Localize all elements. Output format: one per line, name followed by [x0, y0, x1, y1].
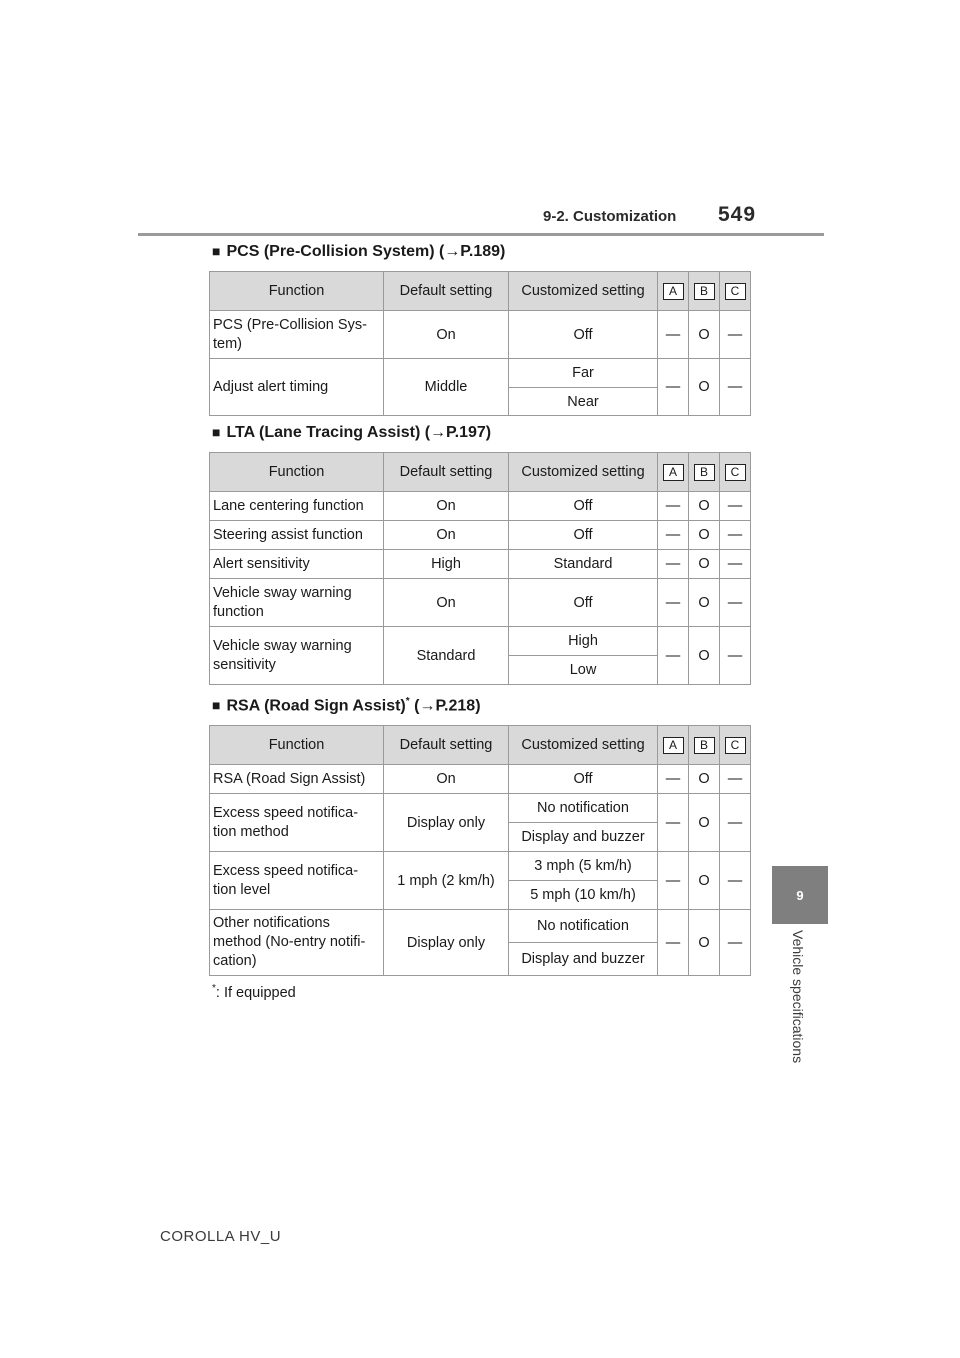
table-row	[210, 359, 751, 388]
b-cell: O	[689, 359, 720, 416]
c-cell: —	[720, 765, 751, 794]
default-cell: Middle	[384, 359, 509, 416]
page-reference-link[interactable]: P.197)	[446, 424, 492, 441]
chapter-label-text: Vehicle specifications	[790, 930, 806, 1064]
b-cell: O	[689, 627, 720, 685]
custom-cell: Display and buzzer	[509, 943, 658, 976]
chapter-label	[790, 930, 810, 1100]
square-bullet-icon: ■	[212, 697, 221, 714]
default-cell: Display only	[384, 910, 509, 976]
function-cell: Adjust alert timing	[210, 359, 384, 416]
default-cell: 1 mph (2 km/h)	[384, 852, 509, 910]
default-cell: On	[384, 311, 509, 359]
default-cell: High	[384, 550, 509, 579]
section-title-text: LTA (Lane Tracing Assist) (	[226, 424, 431, 441]
function-cell: Excess speed notifica-tion method	[210, 794, 384, 852]
table-row	[210, 794, 751, 823]
a-cell: —	[658, 852, 689, 910]
c-cell: —	[720, 627, 751, 685]
custom-cell: Standard	[509, 550, 658, 579]
function-cell: Excess speed notifica-tion level	[210, 852, 384, 910]
b-cell: O	[689, 521, 720, 550]
default-cell: Display only	[384, 794, 509, 852]
b-cell: O	[689, 852, 720, 910]
a-cell: —	[658, 579, 689, 627]
function-cell: Vehicle sway warning function	[210, 579, 384, 627]
function-cell: Alert sensitivity	[210, 550, 384, 579]
function-cell: Lane centering function	[210, 492, 384, 521]
table-row	[210, 852, 751, 881]
page-reference-link[interactable]: P.218)	[435, 697, 481, 715]
table-row	[210, 550, 751, 579]
c-cell: —	[720, 359, 751, 416]
default-header: Default setting	[384, 272, 509, 311]
table-row	[210, 765, 751, 794]
c-cell: —	[720, 579, 751, 627]
a-cell: —	[658, 492, 689, 521]
arrow-right-icon: →	[419, 697, 436, 715]
b-cell: O	[689, 550, 720, 579]
letter-b-icon: B	[694, 464, 715, 481]
table-header-row	[210, 726, 751, 765]
custom-cell: Off	[509, 492, 658, 521]
table-row	[210, 311, 751, 359]
custom-cell: Far	[509, 359, 658, 388]
section-title-text: RSA (Road Sign Assist)	[226, 697, 406, 715]
footnote	[212, 983, 296, 1001]
custom-cell: No notification	[509, 910, 658, 943]
table-row	[210, 910, 751, 943]
c-cell: —	[720, 311, 751, 359]
section-title-lta	[212, 424, 491, 442]
section-title-pcs	[212, 243, 505, 261]
custom-cell: Off	[509, 579, 658, 627]
a-cell: —	[658, 359, 689, 416]
custom-header: Customized setting	[509, 453, 658, 492]
letter-a-icon: A	[663, 464, 684, 481]
page-reference-link[interactable]: P.189)	[460, 243, 506, 260]
custom-cell: Off	[509, 765, 658, 794]
table-row	[210, 492, 751, 521]
letter-b-icon: B	[694, 737, 715, 754]
function-header: Function	[210, 453, 384, 492]
a-cell: —	[658, 521, 689, 550]
letter-a-icon: A	[663, 283, 684, 300]
lta-table	[209, 452, 751, 685]
b-cell: O	[689, 794, 720, 852]
arrow-right-icon: →	[444, 243, 461, 260]
c-cell: —	[720, 492, 751, 521]
header-divider	[138, 233, 824, 236]
custom-cell: Near	[509, 388, 658, 416]
default-header: Default setting	[384, 453, 509, 492]
b-cell: O	[689, 910, 720, 976]
function-cell: Other notifications method (No-entry notifi-cation)	[210, 910, 384, 976]
table-header-row	[210, 453, 751, 492]
rsa-table	[209, 725, 751, 976]
letter-c-icon: C	[725, 737, 746, 754]
a-cell: —	[658, 311, 689, 359]
a-cell: —	[658, 550, 689, 579]
c-cell: —	[720, 910, 751, 976]
custom-header: Customized setting	[509, 726, 658, 765]
table-row	[210, 579, 751, 627]
custom-cell: 3 mph (5 km/h)	[509, 852, 658, 881]
b-cell: O	[689, 492, 720, 521]
footnote-marker: *	[405, 696, 410, 707]
footnote-text: : If equipped	[215, 984, 296, 1001]
default-cell: Standard	[384, 627, 509, 685]
page-number: 549	[718, 203, 757, 226]
custom-cell: No notification	[509, 794, 658, 823]
function-header: Function	[210, 272, 384, 311]
section-title-rsa	[212, 696, 481, 715]
letter-c-icon: C	[725, 283, 746, 300]
c-cell: —	[720, 521, 751, 550]
section-title-text: PCS (Pre-Collision System) (	[226, 243, 445, 260]
square-bullet-icon: ■	[212, 424, 221, 440]
pcs-table	[209, 271, 751, 416]
table-header-row	[210, 272, 751, 311]
custom-cell: Off	[509, 521, 658, 550]
default-cell: On	[384, 579, 509, 627]
function-cell: Steering assist function	[210, 521, 384, 550]
table-row	[210, 627, 751, 656]
custom-cell: 5 mph (10 km/h)	[509, 881, 658, 910]
model-code: COROLLA HV_U	[160, 1228, 282, 1245]
c-cell: —	[720, 794, 751, 852]
letter-c-icon: C	[725, 464, 746, 481]
c-cell: —	[720, 852, 751, 910]
c-cell: —	[720, 550, 751, 579]
footnote-marker: *	[212, 983, 216, 994]
custom-cell: Display and buzzer	[509, 823, 658, 852]
function-cell: PCS (Pre-Collision Sys-tem)	[210, 311, 384, 359]
a-cell: —	[658, 627, 689, 685]
custom-cell: High	[509, 627, 658, 656]
b-cell: O	[689, 311, 720, 359]
chapter-number: 9	[796, 887, 804, 903]
a-cell: —	[658, 794, 689, 852]
a-cell: —	[658, 910, 689, 976]
section-header: 9-2. Customization	[543, 208, 677, 225]
square-bullet-icon: ■	[212, 243, 221, 259]
function-header: Function	[210, 726, 384, 765]
function-cell: RSA (Road Sign Assist)	[210, 765, 384, 794]
custom-cell: Off	[509, 311, 658, 359]
function-cell: Vehicle sway warning sensitivity	[210, 627, 384, 685]
b-cell: O	[689, 579, 720, 627]
letter-b-icon: B	[694, 283, 715, 300]
default-cell: On	[384, 492, 509, 521]
table-row	[210, 521, 751, 550]
arrow-right-icon: →	[430, 424, 447, 441]
chapter-tab[interactable]	[772, 866, 828, 924]
section-title-text: (	[409, 697, 420, 715]
default-cell: On	[384, 765, 509, 794]
a-cell: —	[658, 765, 689, 794]
letter-a-icon: A	[663, 737, 684, 754]
default-header: Default setting	[384, 726, 509, 765]
default-cell: On	[384, 521, 509, 550]
b-cell: O	[689, 765, 720, 794]
custom-header: Customized setting	[509, 272, 658, 311]
custom-cell: Low	[509, 656, 658, 685]
